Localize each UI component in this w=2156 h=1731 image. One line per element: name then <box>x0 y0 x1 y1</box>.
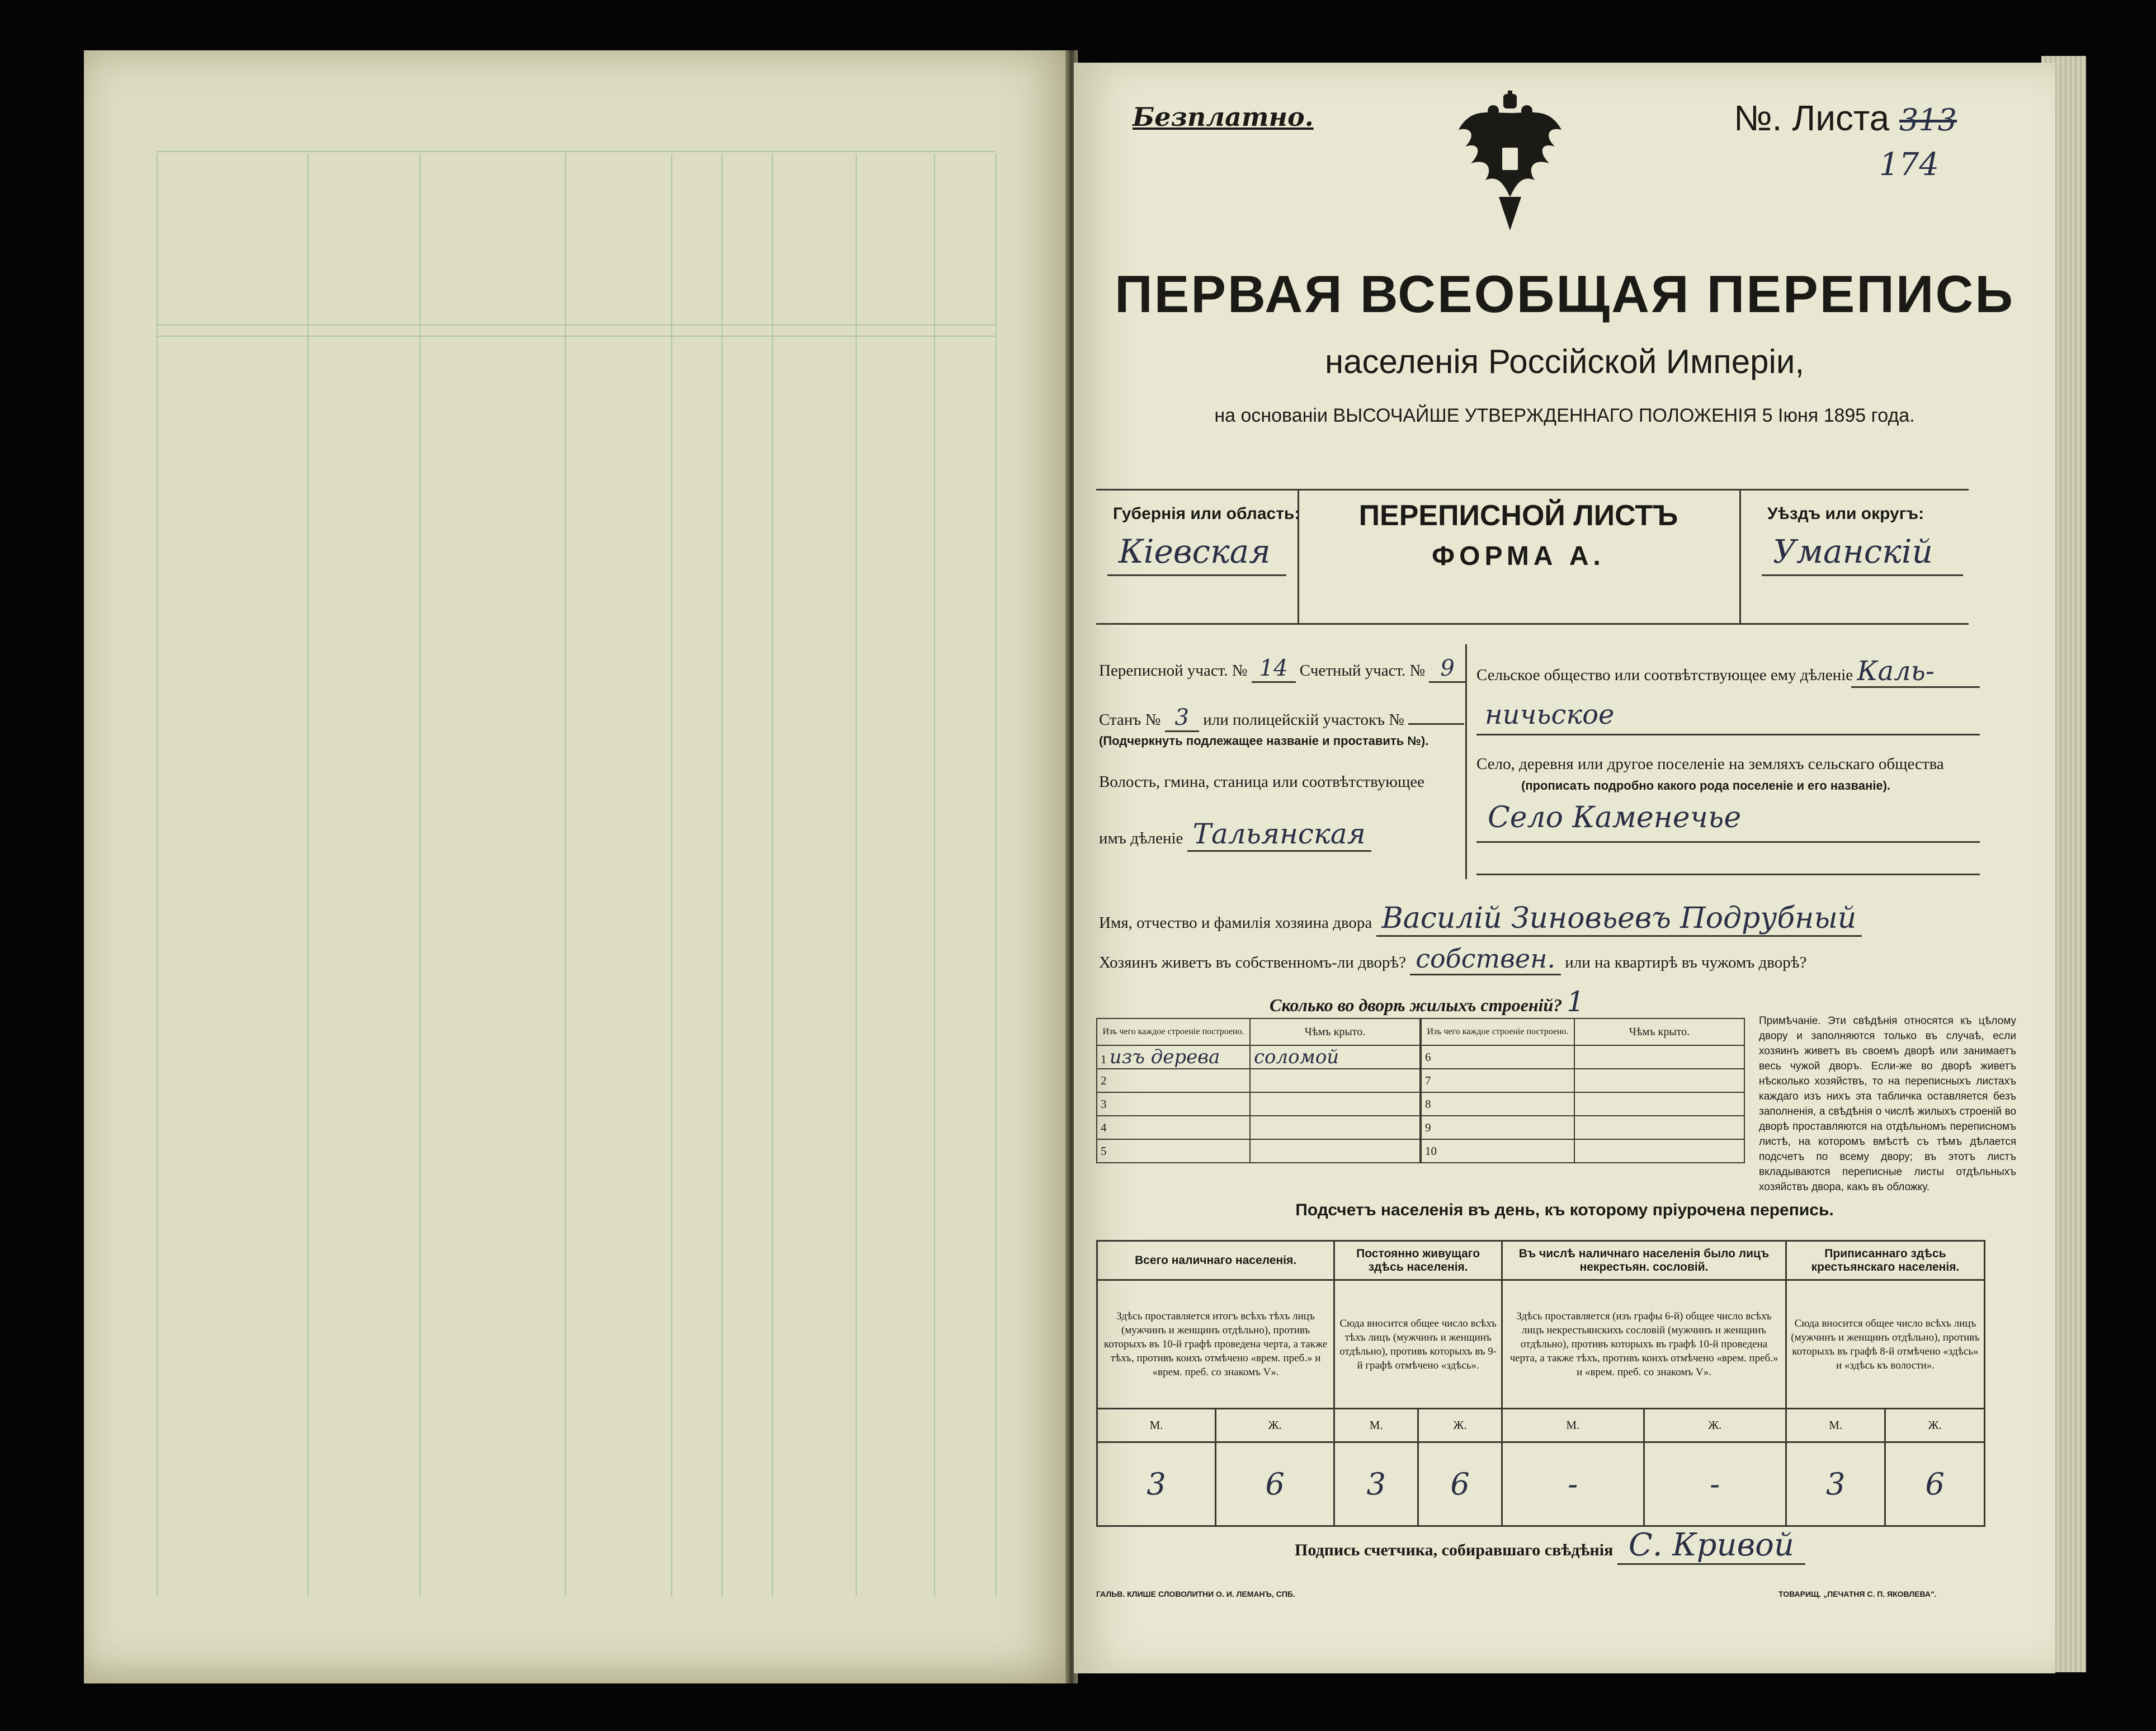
volost-row <box>1099 818 1371 850</box>
sheet-number-handwritten: 174 <box>1879 147 1939 183</box>
owner-label: Имя, отчество и фамилія хозяина двора <box>1099 914 1372 932</box>
dwelling-col-roof: Чѣмъ крыто. <box>1250 1018 1420 1045</box>
population-col-total-title: Всего наличнаго населенія. <box>1097 1241 1334 1280</box>
dwelling-row <box>1097 1045 1420 1069</box>
dwelling-col-material: Изъ чего каждое строеніе построено. <box>1097 1018 1250 1045</box>
uezd-label: Уѣздъ или округъ: <box>1767 504 1924 523</box>
volost-label-2: имъ дѣленіе <box>1099 829 1183 847</box>
dwelling-row <box>1421 1069 1744 1092</box>
population-col-nonpeasant-title: Въ числѣ наличнаго населенія было лицъ некрестьян. сословій. <box>1502 1241 1786 1280</box>
male-label: М. <box>1097 1409 1216 1442</box>
row-number: 1 <box>1101 1053 1107 1066</box>
residence-row <box>1099 944 1806 974</box>
population-heading: Подсчетъ населенія въ день, къ которому пріурочена перепись. <box>1295 1201 1834 1219</box>
population-col-total-desc: Здѣсь проставляется итогъ всѣхъ тѣхъ лицъ (мужчинъ и женщинъ отдѣльно), противъ которыхъ въ 10-й графѣ проведена черта, а также тѣхъ, противъ коихъ отмѣчено «врем. преб.» и «врем. преб. со знакомъ V». <box>1097 1280 1334 1409</box>
population-value: 6 <box>1216 1442 1334 1526</box>
dwelling-table-header <box>1097 1018 1420 1045</box>
owner-row <box>1099 902 1862 935</box>
ghost-grid-line <box>157 151 996 152</box>
stan-value: 3 <box>1165 705 1199 732</box>
dwelling-row <box>1097 1069 1420 1092</box>
left-page <box>84 50 1068 1683</box>
document-basis: на основаніи ВЫСОЧАЙШЕ УТВЕРЖДЕННАГО ПОЛОЖЕНІЯ 5 Іюня 1895 года. <box>1214 405 1915 426</box>
header-divider <box>1739 489 1741 623</box>
uezd-value: Уманскій <box>1773 532 1933 570</box>
dwelling-col-material: Изъ чего каждое строеніе построено. <box>1421 1018 1574 1045</box>
male-label: М. <box>1334 1409 1418 1442</box>
village-label: Село, деревня или другое поселеніе на земляхъ сельскаго общества <box>1476 755 1944 773</box>
gubernia-underline <box>1107 574 1286 576</box>
population-sex-row <box>1097 1409 1985 1442</box>
residence-label-2: или на квартирѣ въ чужомъ дворѣ? <box>1565 954 1807 971</box>
dwelling-row <box>1097 1092 1420 1116</box>
row-number: 5 <box>1097 1139 1250 1163</box>
ghost-grid-line <box>671 154 672 1597</box>
dwelling-row <box>1421 1045 1744 1069</box>
ghost-grid-line <box>856 154 857 1597</box>
dwelling-table-header <box>1421 1018 1744 1045</box>
population-value: 3 <box>1334 1442 1418 1526</box>
printer-left: ГАЛЬВ. КЛИШЕ СЛОВОЛИТНИ О. И. ЛЕМАНЪ, СПБ. <box>1096 1589 1295 1598</box>
population-col-nonpeasant-desc: Здѣсь проставляется (изъ графы 6-й) общее число всѣхъ лицъ некрестьянскихъ сословій (мужчинъ и женщинъ отдѣльно), противъ которыхъ въ графѣ 10-й проведена черта, а также тѣхъ, противъ коихъ отмѣчено «врем. преб.» и «врем. преб. со знакомъ V». <box>1502 1280 1786 1409</box>
row-number: 8 <box>1421 1092 1574 1116</box>
ghost-grid-line <box>772 154 773 1597</box>
female-label: Ж. <box>1644 1409 1786 1442</box>
dwelling-note: Примѣчаніе. Эти свѣдѣнія относятся къ цѣлому двору и заполняются только въ случаѣ, если хозяинъ живетъ въ своемъ дворѣ или занимаетъ весь чужой дворъ. Если-же во дворѣ живетъ нѣсколько хозяйствъ, то на переписныхъ листахъ каждаго изъ нихъ эта табличка оставляется безъ заполненія, а свѣдѣнія о числѣ жилыхъ строеній во дворѣ проставляются на отдѣльномъ переписномъ листѣ, на которомъ вмѣстѣ съ тѣмъ дѣлается подсчетъ по всему двору; въ этотъ листъ вкладываются переписные листы отдѣльныхъ хозяйствъ двора, какъ въ обложку. <box>1759 1015 2016 1193</box>
community-underline-2 <box>1476 734 1980 735</box>
dwelling-row <box>1097 1139 1420 1163</box>
row-material: изъ дерева <box>1109 1046 1220 1068</box>
ghost-grid-line <box>721 154 723 1597</box>
row-number: 6 <box>1421 1045 1574 1069</box>
dwelling-row <box>1097 1116 1420 1139</box>
female-label: Ж. <box>1418 1409 1502 1442</box>
document-title: ПЕРВАЯ ВСЕОБЩАЯ ПЕРЕПИСЬ <box>1115 265 2015 323</box>
male-label: М. <box>1502 1409 1644 1442</box>
row-roof: соломой <box>1254 1046 1339 1068</box>
uezd-underline <box>1762 574 1963 576</box>
community-row <box>1476 655 1935 687</box>
dwelling-row <box>1421 1139 1744 1163</box>
population-title-row <box>1097 1241 1985 1280</box>
ghost-grid-line <box>996 154 997 1597</box>
population-col-registered-desc: Сюда вносится общее число всѣхъ лицъ (мужчинъ и женщинъ отдѣльно), противъ которыхъ въ графѣ 8-й отмѣчено «здѣсь» и «здѣсь къ волости». <box>1786 1280 1984 1409</box>
buildings-value: 1 <box>1567 985 1585 1018</box>
dwelling-row <box>1421 1092 1744 1116</box>
header-rule <box>1096 489 1969 490</box>
population-value: 6 <box>1885 1442 1985 1526</box>
free-label: Безплатно. <box>1133 102 1314 132</box>
female-label: Ж. <box>1216 1409 1334 1442</box>
ghost-grid-line <box>934 154 935 1597</box>
counting-district-label: Счетный участ. № <box>1299 662 1426 680</box>
gubernia-value: Кіевская <box>1119 532 1271 570</box>
stan-label: Станъ № <box>1099 711 1161 729</box>
population-value: 3 <box>1786 1442 1885 1526</box>
population-value: 6 <box>1418 1442 1502 1526</box>
underline-note: (Подчеркнуть подлежащее названіе и проставить №). <box>1099 734 1429 748</box>
census-district-value: 14 <box>1252 655 1296 683</box>
form-title: ПЕРЕПИСНОЙ ЛИСТЪ <box>1358 499 1678 532</box>
double-headed-eagle-icon <box>1454 91 1566 236</box>
census-district-label: Переписной участ. № <box>1099 662 1248 680</box>
population-desc-row <box>1097 1280 1985 1409</box>
ghost-grid-line <box>565 154 566 1597</box>
row-number: 7 <box>1421 1069 1574 1092</box>
police-label: или полицейскій участокъ № <box>1203 711 1404 729</box>
volost-label-1: Волость, гмина, станица или соотвѣтствующее <box>1099 773 1425 791</box>
dwelling-row <box>1421 1116 1744 1139</box>
sheet-number-crossed: 313 <box>1899 102 1957 138</box>
form-subtitle: ФОРМА А. <box>1432 541 1605 571</box>
census-form-page <box>1074 63 2055 1673</box>
ghost-grid-line <box>308 154 309 1597</box>
gubernia-label: Губернія или область: <box>1113 504 1300 523</box>
village-value: Село Каменечье <box>1488 801 1742 834</box>
residence-value: собствен. <box>1410 944 1561 975</box>
population-col-permanent-title: Постоянно живущаго здѣсь населенія. <box>1334 1241 1502 1280</box>
document-subtitle: населенія Россійской Имперіи, <box>1324 343 1805 380</box>
signature-label: Подпись счетчика, собиравшаго свѣдѣнія <box>1295 1541 1614 1559</box>
stan-row <box>1099 705 1464 730</box>
dwelling-col-roof: Чѣмъ крыто. <box>1574 1018 1744 1045</box>
ghost-grid-line <box>157 154 158 1597</box>
community-label: Сельское общество или соотвѣтствующее ему дѣленіе <box>1476 666 1853 684</box>
population-values-row <box>1097 1442 1985 1526</box>
row-number: 2 <box>1097 1069 1250 1092</box>
sheet-number-label <box>1734 97 1957 139</box>
population-value: 3 <box>1097 1442 1216 1526</box>
village-note: (прописать подробно какого рода поселеніе и его названіе). <box>1521 779 1891 793</box>
population-table <box>1096 1240 1985 1527</box>
row-number: 10 <box>1421 1139 1574 1163</box>
census-district-row <box>1099 655 1466 681</box>
female-label: Ж. <box>1885 1409 1985 1442</box>
sheet-number-label-text: №. Листа <box>1734 98 1890 138</box>
buildings-label: Сколько во дворѣ жилыхъ строеній? <box>1270 995 1563 1015</box>
signature-value: С. Кривой <box>1617 1527 1805 1565</box>
ghost-grid-line <box>157 336 996 337</box>
population-col-permanent-desc: Сюда вносится общее число всѣхъ тѣхъ лицъ (мужчинъ и женщинъ отдѣльно), противъ которыхъ въ 9-й графѣ отмѣчено «здѣсь». <box>1334 1280 1502 1409</box>
residence-label-1: Хозяинъ живетъ въ собственномъ-ли дворѣ? <box>1099 954 1406 971</box>
community-value-2: ничьское <box>1485 699 1615 730</box>
header-rule-bottom <box>1096 623 1969 625</box>
population-value: - <box>1502 1442 1644 1526</box>
population-col-registered-title: Приписаннаго здѣсь крестьянскаго населенія. <box>1786 1241 1984 1280</box>
row-number: 4 <box>1097 1116 1250 1139</box>
community-value-1: Каль- <box>1857 655 1935 687</box>
signature-row <box>1295 1527 1805 1563</box>
village-underline <box>1476 841 1980 843</box>
owner-value: Василій Зиновьевъ Подрубный <box>1376 902 1862 937</box>
dwelling-table-right <box>1421 1018 1745 1163</box>
row-number: 9 <box>1421 1116 1574 1139</box>
row-number: 3 <box>1097 1092 1250 1116</box>
community-underline <box>1851 686 1980 688</box>
ghost-grid-line <box>419 154 421 1597</box>
dwelling-table-left <box>1096 1018 1421 1163</box>
ghost-grid-line <box>157 324 996 326</box>
printer-right: ТОВАРИЩ. „ПЕЧАТНЯ С. П. ЯКОВЛЕВА". <box>1778 1589 1937 1598</box>
population-value: - <box>1644 1442 1786 1526</box>
counting-district-value: 9 <box>1429 655 1465 683</box>
volost-value: Тальянская <box>1187 818 1371 852</box>
village-underline-2 <box>1476 874 1980 875</box>
male-label: М. <box>1786 1409 1885 1442</box>
buildings-row <box>1270 985 1584 1018</box>
